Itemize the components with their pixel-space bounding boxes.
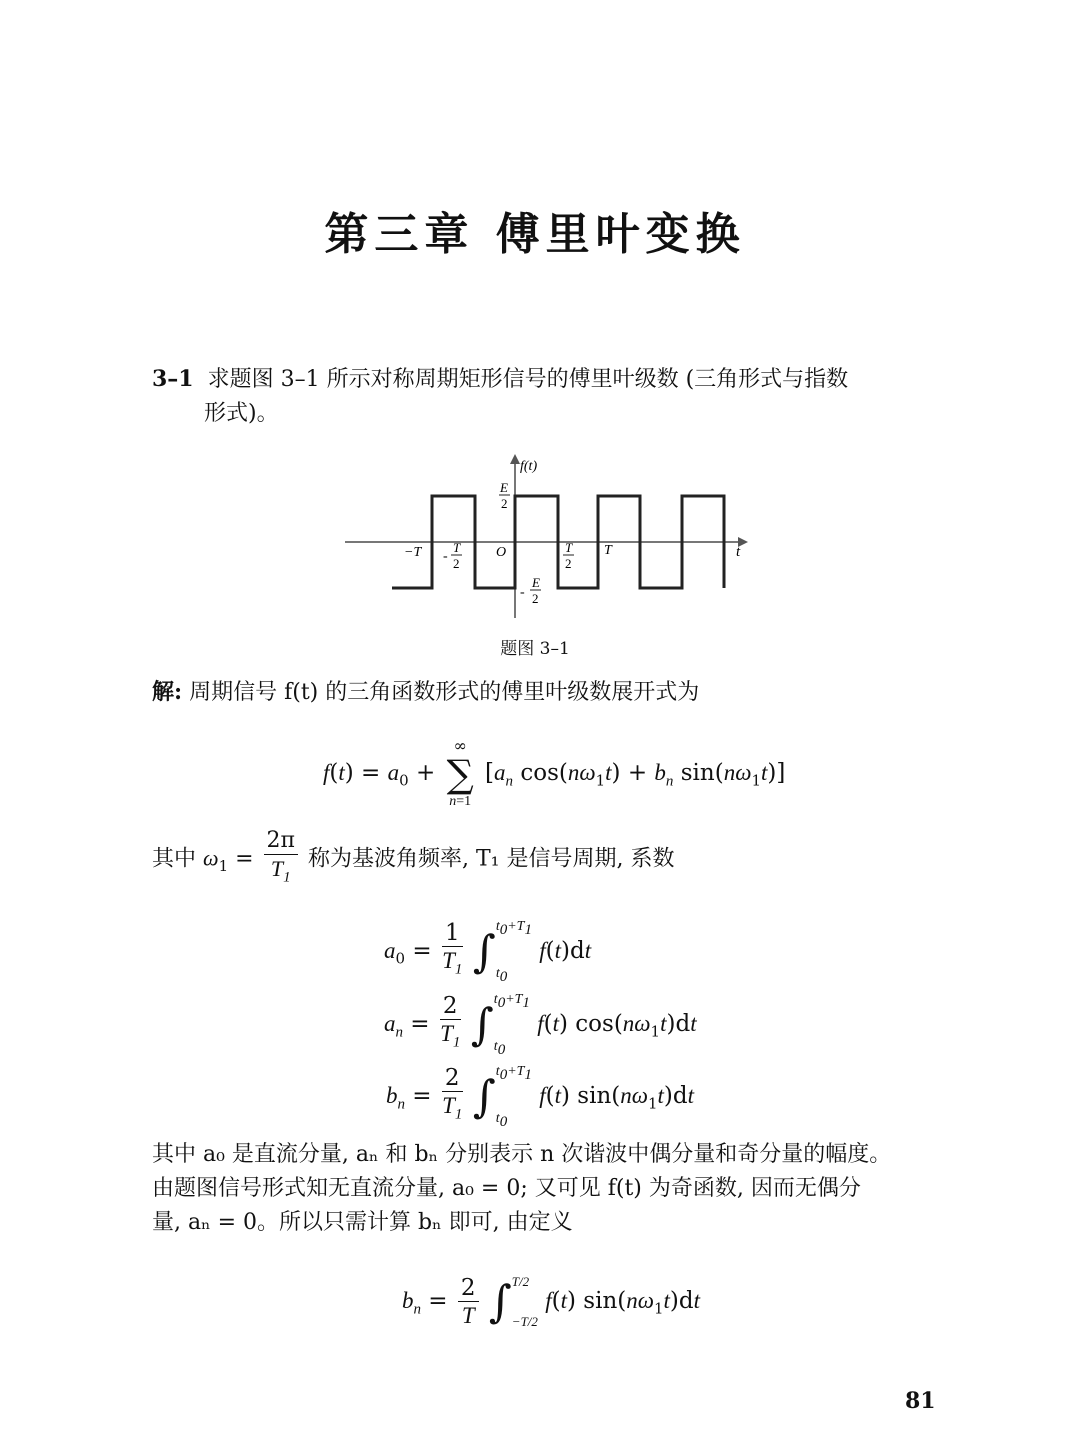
minus-T-label: −T [404, 545, 422, 560]
problem-text-line1: 求题图 3–1 所示对称周期矩形信号的傅里叶级数 (三角形式与指数 [207, 367, 849, 392]
two-label-top: 2 [501, 496, 508, 511]
T-over-2-neg-den: 2 [453, 556, 460, 571]
problem-text-line2: 形式)。 [204, 401, 279, 426]
T-over-2-pos-num: T [565, 540, 573, 555]
T-over-2-neg-num: T [453, 540, 461, 555]
problem-number: 3–1 [152, 366, 194, 392]
square-wave-figure [340, 448, 760, 623]
an-formula: $a_n$ = $\frac{2}{T_1}$ ∫ $t_0+T_1$ $t_0$ f(t) $\cos(n\omega_1t)dt$ [384, 992, 697, 1058]
T-over-2-pos-den: 2 [565, 556, 572, 571]
bn-formula: $b_n$ = $\frac{2}{T_1}$ ∫ $t_0+T_1$ $t_0$ f(t) $\sin(n\omega_1t)dt$ [386, 1064, 695, 1130]
fourier-series-equation: $f(t) = a_0$ + ∞ ∑ n=1 [$a_n$ $\cos(n\omega_1t) + b_n$ $\sin(n\omega_1t)$] [323, 736, 786, 809]
chapter-title: 第三章 傅里叶变换 [324, 209, 746, 260]
minus-sign-half-T: - [443, 549, 448, 564]
solution-intro [152, 675, 948, 710]
solution-intro-text: 周期信号 f(t) 的三角函数形式的傅里叶级数展开式为 [189, 680, 700, 705]
explanation-line2: 由题图信号形式知无直流分量, a₀ = 0; 又可见 f(t) 为奇函数, 因而无偶分 [152, 1176, 861, 1201]
T-label: T [604, 543, 612, 558]
omega-definition: 其中 $\omega_1$ = $\frac{2\pi}{T_1}$ 称为基波角频率, T₁ 是信号周期, 系数 [152, 828, 675, 886]
explanation-paragraph [152, 1138, 948, 1240]
where-suffix: 称为基波角频率, T₁ 是信号周期, 系数 [308, 846, 675, 872]
E-label-bottom: E [532, 575, 540, 590]
f-axis-arrow-icon [510, 454, 520, 464]
E-label-top: E [500, 480, 508, 495]
explanation-line1: 其中 a₀ 是直流分量, aₙ 和 bₙ 分别表示 n 次谐波中偶分量和奇分量的幅度。 [152, 1142, 892, 1167]
problem-statement [152, 362, 952, 431]
bn-half-period-formula: $b_n$ = $\frac{2}{T}$ ∫ T/2 −T/2 f(t) $\sin(n\omega_1t)dt$ [402, 1274, 701, 1329]
explanation-line3: 量, aₙ = 0。所以只需计算 bₙ 即可, 由定义 [152, 1210, 573, 1235]
figure-caption: 题图 3–1 [500, 639, 570, 659]
two-label-bottom: 2 [532, 591, 539, 606]
page-number: 81 [905, 1388, 936, 1414]
origin-label: O [496, 545, 507, 560]
t-label: t [736, 544, 741, 560]
where-prefix: 其中 [152, 846, 197, 872]
ft-label: f(t) [520, 459, 538, 474]
a0-formula: $a_0$ = $\frac{1}{T_1}$ ∫ $t_0+T_1$ $t_0$ f(t)dt [384, 919, 592, 985]
minus-sign-E: - [520, 585, 525, 600]
solution-label: 解: [152, 679, 183, 705]
